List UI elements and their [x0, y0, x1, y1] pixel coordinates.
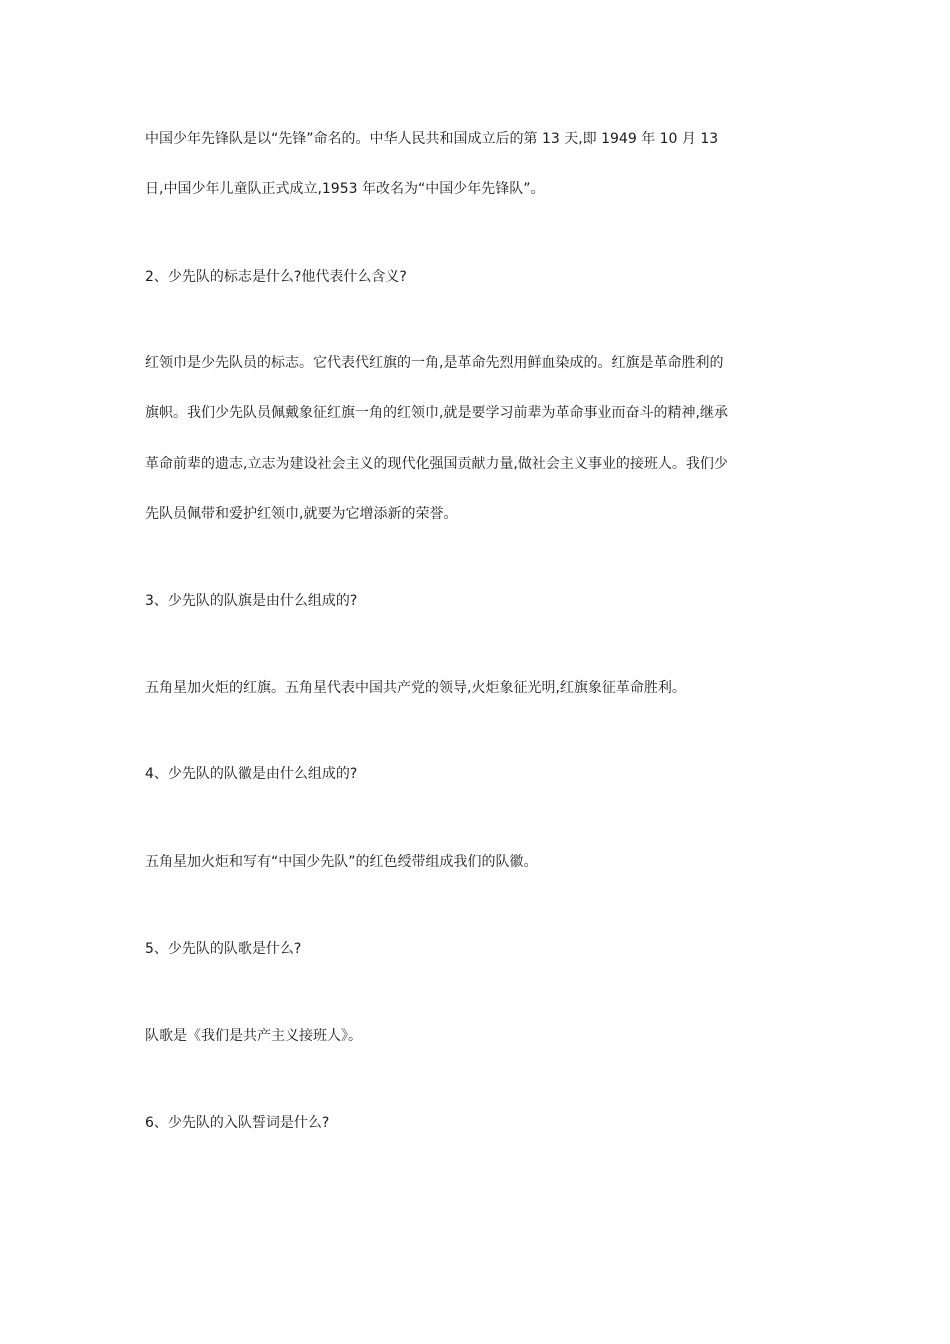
question-5: 5、少先队的队歌是什么?: [145, 941, 302, 957]
question-4: 4、少先队的队徽是由什么组成的?: [145, 766, 358, 782]
answer-2-line-3: 革命前辈的遗志,立志为建设社会主义的现代化强国贡献力量,做社会主义事业的接班人。我们少: [145, 456, 728, 472]
intro-line-1: 中国少年先锋队是以“先锋”命名的。中华人民共和国成立后的第 13 天,即 1949 年 10 月 13: [145, 131, 719, 147]
answer-2-line-4: 先队员佩带和爱护红领巾,就要为它增添新的荣誉。: [145, 506, 458, 522]
answer-4: 五角星加火炬和写有“中国少先队”的红色绶带组成我们的队徽。: [145, 854, 538, 870]
answer-3: 五角星加火炬的红旗。五角星代表中国共产党的领导,火炬象征光明,红旗象征革命胜利。: [145, 680, 686, 696]
intro-line-2: 日,中国少年儿童队正式成立,1953 年改名为“中国少年先锋队”。: [145, 181, 545, 197]
answer-2-line-2: 旗帜。我们少先队员佩戴象征红旗一角的红领巾,就是要学习前辈为革命事业而奋斗的精神,继承: [145, 405, 728, 421]
question-3: 3、少先队的队旗是由什么组成的?: [145, 593, 358, 609]
answer-2-line-1: 红领巾是少先队员的标志。它代表代红旗的一角,是革命先烈用鲜血染成的。红旗是革命胜利的: [145, 355, 724, 371]
answer-5: 队歌是《我们是共产主义接班人》。: [145, 1028, 362, 1044]
question-2: 2、少先队的标志是什么?他代表什么含义?: [145, 269, 407, 285]
question-6: 6、少先队的入队誓词是什么?: [145, 1115, 330, 1131]
